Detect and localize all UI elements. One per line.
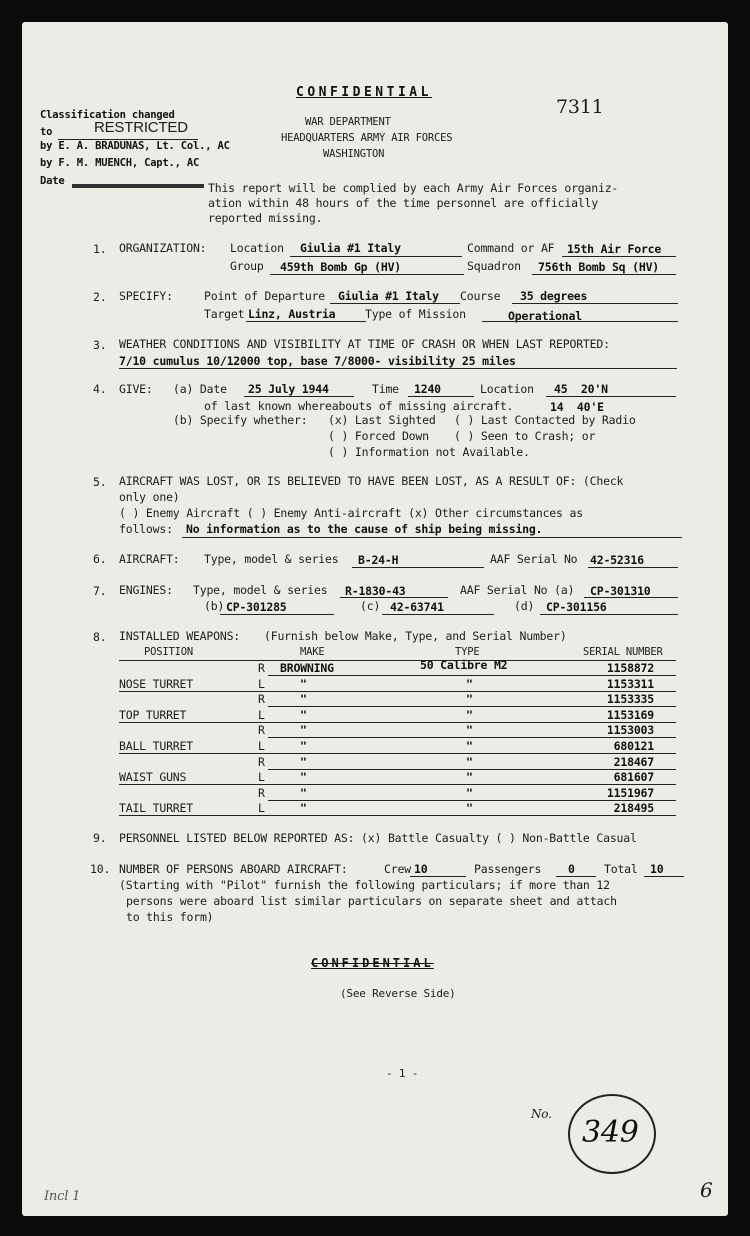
date-label: (a) Date bbox=[173, 382, 227, 396]
weapon-serial: 681607 bbox=[613, 770, 654, 784]
engine-d-label: (d) bbox=[514, 599, 535, 613]
classification-to: to bbox=[40, 126, 53, 138]
weapon-type-ditto: " bbox=[466, 755, 473, 769]
weapon-side: L bbox=[258, 770, 265, 784]
weapons-note: (Furnish below Make, Type, and Serial Number) bbox=[264, 629, 567, 643]
lost-label-line-2: only one) bbox=[119, 490, 180, 504]
time-value: 1240 bbox=[414, 382, 441, 396]
aircraft-label: AIRCRAFT: bbox=[119, 552, 180, 566]
weapon-serial: 1153003 bbox=[606, 723, 654, 737]
location-value: Giulia #1 Italy bbox=[300, 241, 401, 255]
weapon-type-ditto: " bbox=[466, 723, 473, 737]
weather-label: WEATHER CONDITIONS AND VISIBILITY AT TIME OF CRASH OR WHEN LAST REPORTED: bbox=[119, 337, 610, 351]
weapon-make-ditto: " bbox=[300, 723, 307, 737]
mission-label: Type of Mission bbox=[365, 307, 466, 321]
command-label: Command or AF bbox=[467, 241, 555, 255]
squadron-label: Squadron bbox=[467, 259, 521, 273]
weapon-position: BALL TURRET bbox=[119, 739, 193, 753]
classification-date: Date bbox=[40, 175, 65, 187]
weapon-serial: 1153169 bbox=[606, 708, 654, 722]
weapon-make-ditto: " bbox=[300, 692, 307, 706]
col-position: POSITION bbox=[144, 646, 193, 658]
persons-aboard-label: NUMBER OF PERSONS ABOARD AIRCRAFT: bbox=[119, 862, 348, 876]
weapon-make-ditto: " bbox=[300, 755, 307, 769]
course-value: 35 degrees bbox=[520, 289, 588, 303]
weapon-make-ditto: " bbox=[300, 739, 307, 753]
weapon-position: TOP TURRET bbox=[119, 708, 187, 722]
classification-changed: Classification changed bbox=[40, 109, 175, 121]
weapon-make-ditto: " bbox=[300, 786, 307, 800]
section-7-number: 7. bbox=[93, 584, 107, 598]
report-number: 7311 bbox=[556, 96, 604, 118]
weather-value: 7/10 cumulus 10/12000 top, base 7/8000- visibility 25 miles bbox=[119, 354, 516, 368]
squadron-value: 756th Bomb Sq (HV) bbox=[538, 260, 660, 274]
option-info-not-available: ( ) Information not Available. bbox=[328, 445, 530, 459]
weapon-side: R bbox=[258, 692, 265, 706]
confidential-heading: CONFIDENTIAL bbox=[296, 85, 432, 100]
aircraft-type-value: B-24-H bbox=[358, 553, 399, 567]
weapon-serial: 1151967 bbox=[606, 786, 654, 800]
instruction-line-1: (Starting with "Pilot" furnish the following particulars; if more than 12 bbox=[119, 878, 610, 892]
departure-label: Point of Departure bbox=[204, 289, 326, 303]
departure-value: Giulia #1 Italy bbox=[338, 289, 439, 303]
weapon-row-rule bbox=[119, 784, 676, 785]
col-make: MAKE bbox=[300, 646, 325, 658]
specify-label: SPECIFY: bbox=[119, 289, 173, 303]
intro-line-3: reported missing. bbox=[208, 211, 323, 225]
weapon-row-rule bbox=[268, 675, 676, 676]
section-3-number: 3. bbox=[93, 338, 107, 352]
follows-label: follows: bbox=[119, 522, 173, 536]
weapon-serial: 1158872 bbox=[606, 661, 654, 675]
engine-type-label: Type, model & series bbox=[193, 583, 328, 597]
total-value: 10 bbox=[650, 862, 664, 876]
option-forced-down: ( ) Forced Down bbox=[328, 429, 429, 443]
engine-serial-d: CP-301156 bbox=[546, 600, 607, 614]
weapon-side: R bbox=[258, 786, 265, 800]
weapon-side: R bbox=[258, 661, 265, 675]
weapon-side: L bbox=[258, 801, 265, 815]
lost-options: ( ) Enemy Aircraft ( ) Enemy Anti-aircraft (x) Other circumstances as bbox=[119, 506, 583, 520]
weapon-type-ditto: " bbox=[466, 786, 473, 800]
see-reverse-side: (See Reverse Side) bbox=[340, 987, 456, 1000]
engines-label: ENGINES: bbox=[119, 583, 173, 597]
weapon-position: TAIL TURRET bbox=[119, 801, 193, 815]
weapon-serial: 1153335 bbox=[606, 692, 654, 706]
crew-value: 10 bbox=[414, 862, 428, 876]
hq-aaf-line: HEADQUARTERS ARMY AIR FORCES bbox=[281, 132, 453, 144]
handwritten-initials: Incl 1 bbox=[44, 1189, 81, 1204]
weapon-type-ditto: " bbox=[466, 692, 473, 706]
weapon-side: L bbox=[258, 708, 265, 722]
weapon-side: R bbox=[258, 723, 265, 737]
specify-whether-label: (b) Specify whether: bbox=[173, 413, 308, 427]
date-value: 25 July 1944 bbox=[248, 382, 329, 396]
passengers-value: 0 bbox=[568, 862, 575, 876]
location-lat: 45 20'N bbox=[554, 382, 608, 396]
organization-label: ORGANIZATION: bbox=[119, 241, 207, 255]
location-lon: 14 40'E bbox=[550, 400, 604, 414]
instruction-line-2: persons were aboard list similar particulars on separate sheet and attach bbox=[126, 894, 617, 908]
option-seen-to-crash: ( ) Seen to Crash; or bbox=[454, 429, 596, 443]
intro-line-1: This report will be complied by each Army Air Forces organiz- bbox=[208, 181, 619, 195]
engine-b-label: (b) bbox=[204, 599, 225, 613]
engine-type-value: R-1830-43 bbox=[345, 584, 406, 598]
weapon-position: WAIST GUNS bbox=[119, 770, 187, 784]
location-label-4: Location bbox=[480, 382, 534, 396]
weapon-type-ditto: " bbox=[466, 708, 473, 722]
weapon-make: BROWNING bbox=[280, 661, 334, 675]
col-serial: SERIAL NUMBER bbox=[583, 646, 663, 658]
corner-number: 6 bbox=[700, 1178, 713, 1202]
crew-label: Crew bbox=[384, 862, 411, 876]
weapon-serial: 1153311 bbox=[606, 677, 654, 691]
war-department-line: WAR DEPARTMENT bbox=[305, 116, 391, 128]
give-label: GIVE: bbox=[119, 382, 153, 396]
option-last-contacted: ( ) Last Contacted by Radio bbox=[454, 413, 636, 427]
weapon-type-ditto: " bbox=[466, 770, 473, 784]
weapon-position: NOSE TURRET bbox=[119, 677, 193, 691]
follows-value: No information as to the cause of ship being missing. bbox=[186, 522, 543, 536]
section-8-number: 8. bbox=[93, 630, 107, 644]
aircraft-serial-value: 42-52316 bbox=[590, 553, 644, 567]
section-9-number: 9. bbox=[93, 831, 107, 845]
weapon-make-ditto: " bbox=[300, 801, 307, 815]
section-4-number: 4. bbox=[93, 382, 107, 396]
section-10-number: 10. bbox=[90, 862, 111, 876]
weapon-serial: 680121 bbox=[613, 739, 654, 753]
weapon-make-ditto: " bbox=[300, 770, 307, 784]
target-label: Target bbox=[204, 307, 245, 321]
weapon-row-rule bbox=[119, 722, 676, 723]
engine-c-label: (c) bbox=[360, 599, 381, 613]
mission-value: Operational bbox=[508, 309, 582, 323]
section-6-number: 6. bbox=[93, 552, 107, 566]
section-2-number: 2. bbox=[93, 290, 107, 304]
weapon-type: 50 Calibre M2 bbox=[420, 658, 508, 672]
weapon-side: L bbox=[258, 677, 265, 691]
aircraft-type-label: Type, model & series bbox=[204, 552, 339, 566]
engine-serial-label: AAF Serial No (a) bbox=[460, 583, 575, 597]
passengers-label: Passengers bbox=[474, 862, 542, 876]
no-label: No. bbox=[531, 1107, 552, 1121]
weapon-row-rule bbox=[268, 706, 676, 707]
whereabouts-text: of last known whereabouts of missing aircraft. bbox=[204, 399, 514, 413]
time-label: Time bbox=[372, 382, 399, 396]
engine-serial-b: CP-301285 bbox=[226, 600, 287, 614]
page-number: - 1 - bbox=[386, 1067, 419, 1080]
weapon-type-ditto: " bbox=[466, 739, 473, 753]
weapon-row-rule bbox=[119, 753, 676, 754]
classification-by-muench: by F. M. MUENCH, Capt., AC bbox=[40, 157, 200, 169]
weapon-make-ditto: " bbox=[300, 677, 307, 691]
section-1-number: 1. bbox=[93, 242, 107, 256]
col-type: TYPE bbox=[455, 646, 480, 658]
instruction-line-3: to this form) bbox=[126, 910, 214, 924]
group-label: Group bbox=[230, 259, 264, 273]
weapons-label: INSTALLED WEAPONS: bbox=[119, 629, 241, 643]
weapon-row-rule bbox=[119, 815, 676, 816]
weapon-row-rule bbox=[268, 737, 676, 738]
lost-label: AIRCRAFT WAS LOST, OR IS BELIEVED TO HAVE BEEN LOST, AS A RESULT OF: (Check bbox=[119, 474, 624, 488]
classification-by-bradunas: by E. A. BRADUNAS, Lt. Col., AC bbox=[40, 140, 230, 152]
weapon-serial: 218467 bbox=[613, 755, 654, 769]
stamp-number: 349 bbox=[582, 1115, 639, 1150]
group-value: 459th Bomb Gp (HV) bbox=[280, 260, 402, 274]
weapon-row-rule bbox=[119, 691, 676, 692]
engine-serial-c: 42-63741 bbox=[390, 600, 444, 614]
confidential-footer: CONFIDENTIAL bbox=[311, 956, 434, 970]
weapon-make-ditto: " bbox=[300, 708, 307, 722]
location-label: Location bbox=[230, 241, 284, 255]
engine-serial-a: CP-301310 bbox=[590, 584, 651, 598]
command-value: 15th Air Force bbox=[567, 242, 662, 256]
weapon-type-ditto: " bbox=[466, 801, 473, 815]
weapon-side: R bbox=[258, 755, 265, 769]
total-label: Total bbox=[604, 862, 638, 876]
personnel-reported-as: PERSONNEL LISTED BELOW REPORTED AS: (x) Battle Casualty ( ) Non-Battle Casual bbox=[119, 831, 637, 845]
course-label: Course bbox=[460, 289, 501, 303]
restricted-stamp: RESTRICTED bbox=[94, 119, 188, 136]
weapon-side: L bbox=[258, 739, 265, 753]
intro-line-2: ation within 48 hours of the time personnel are officially bbox=[208, 196, 598, 210]
target-value: Linz, Austria bbox=[248, 307, 336, 321]
option-last-sighted: (x) Last Sighted bbox=[328, 413, 436, 427]
weapon-serial: 218495 bbox=[613, 801, 654, 815]
washington-line: WASHINGTON bbox=[323, 148, 385, 160]
weapon-type-ditto: " bbox=[466, 677, 473, 691]
aircraft-serial-label: AAF Serial No bbox=[490, 552, 578, 566]
section-5-number: 5. bbox=[93, 475, 107, 489]
